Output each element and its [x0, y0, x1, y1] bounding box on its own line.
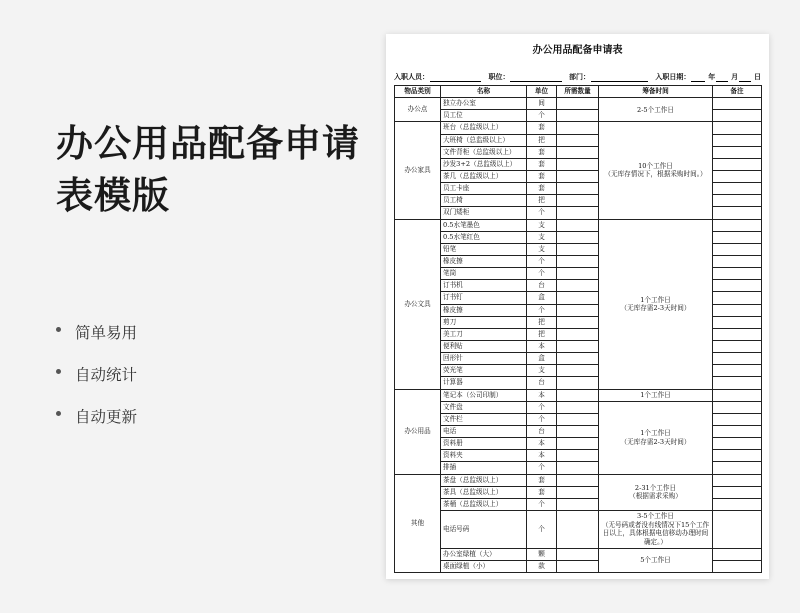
year-label: 年 [708, 73, 716, 81]
unit-cell: 支 [527, 231, 557, 243]
remarks-cell[interactable] [713, 146, 762, 158]
unit-cell: 个 [527, 510, 557, 548]
quantity-cell[interactable] [557, 280, 599, 292]
quantity-cell[interactable] [557, 438, 599, 450]
bullet-icon [56, 369, 61, 374]
year-field [691, 74, 705, 82]
unit-cell: 本 [527, 389, 557, 401]
remarks-cell[interactable] [713, 231, 762, 243]
unit-cell: 个 [527, 498, 557, 510]
quantity-cell[interactable] [557, 316, 599, 328]
quantity-cell[interactable] [557, 268, 599, 280]
item-name-cell: 独立办公室 [441, 98, 527, 110]
quantity-cell[interactable] [557, 158, 599, 170]
unit-cell: 本 [527, 450, 557, 462]
form-info-row [394, 68, 761, 82]
remarks-cell[interactable] [713, 510, 762, 548]
position-field [510, 74, 561, 82]
feature-item: 简单易用 [56, 312, 137, 354]
unit-cell: 款 [527, 561, 557, 573]
prep-time-cell: 3-5个工作日 （无号码或者没有线情况下15个工作日以上，具体根据电信移动办理时间确定。） [599, 510, 713, 548]
remarks-cell[interactable] [713, 304, 762, 316]
table-row [395, 389, 762, 401]
quantity-cell[interactable] [557, 474, 599, 486]
quantity-cell[interactable] [557, 170, 599, 182]
table-row [395, 548, 762, 560]
prep-time-cell: 1个工作日 （无库存需2-3天时间） [599, 401, 713, 474]
remarks-cell[interactable] [713, 219, 762, 231]
header-remarks: 备注 [713, 86, 762, 98]
day-field [739, 74, 751, 82]
unit-cell: 盒 [527, 353, 557, 365]
item-name-cell: 橡皮擦 [441, 304, 527, 316]
unit-cell: 个 [527, 207, 557, 219]
unit-cell: 把 [527, 316, 557, 328]
unit-cell: 支 [527, 365, 557, 377]
table-header-row [395, 86, 762, 98]
date-label: 入职日期： [655, 73, 691, 81]
prep-time-cell: 1个工作日 [599, 389, 713, 401]
unit-cell: 套 [527, 183, 557, 195]
remarks-cell[interactable] [713, 474, 762, 486]
quantity-cell[interactable] [557, 255, 599, 267]
quantity-cell[interactable] [557, 219, 599, 231]
unit-cell: 个 [527, 462, 557, 474]
remarks-cell[interactable] [713, 328, 762, 340]
quantity-cell[interactable] [557, 561, 599, 573]
quantity-cell[interactable] [557, 389, 599, 401]
quantity-cell[interactable] [557, 548, 599, 560]
item-name-cell: 茶几（总监级以上） [441, 170, 527, 182]
remarks-cell[interactable] [713, 280, 762, 292]
header-category: 物品类别 [395, 86, 441, 98]
item-name-cell: 电话号码 [441, 510, 527, 548]
unit-cell: 台 [527, 425, 557, 437]
remarks-cell[interactable] [713, 268, 762, 280]
quantity-cell[interactable] [557, 207, 599, 219]
table-row [395, 401, 762, 413]
feature-item: 自动更新 [56, 396, 137, 438]
remarks-cell[interactable] [713, 365, 762, 377]
unit-cell: 颗 [527, 548, 557, 560]
category-cell: 办公家具 [395, 122, 441, 219]
unit-cell: 套 [527, 474, 557, 486]
item-name-cell: 员工位 [441, 110, 527, 122]
item-name-cell: 笔筒 [441, 268, 527, 280]
bullet-icon [56, 411, 61, 416]
remarks-cell[interactable] [713, 243, 762, 255]
remarks-cell[interactable] [713, 401, 762, 413]
supply-table [394, 85, 762, 573]
remarks-cell[interactable] [713, 98, 762, 110]
table-row [395, 98, 762, 110]
form-preview [386, 34, 769, 579]
unit-cell: 把 [527, 328, 557, 340]
remarks-cell[interactable] [713, 438, 762, 450]
item-name-cell: 双门矮柜 [441, 207, 527, 219]
item-name-cell: 订书钉 [441, 292, 527, 304]
prep-time-cell: 5个工作日 [599, 548, 713, 572]
entrant-field [430, 74, 481, 82]
unit-cell: 把 [527, 195, 557, 207]
day-label: 日 [754, 73, 761, 81]
quantity-cell[interactable] [557, 340, 599, 352]
item-name-cell: 桌面绿植（小） [441, 561, 527, 573]
header-prep-time: 筹备时间 [599, 86, 713, 98]
item-name-cell: 订书机 [441, 280, 527, 292]
item-name-cell: 文件栏 [441, 413, 527, 425]
remarks-cell[interactable] [713, 548, 762, 560]
unit-cell: 台 [527, 280, 557, 292]
item-name-cell: 班台（总监级以上） [441, 122, 527, 134]
category-cell: 办公文具 [395, 219, 441, 389]
item-name-cell: 文件背柜（总监级以上） [441, 146, 527, 158]
feature-list [56, 312, 137, 438]
department-label: 部门： [568, 73, 590, 81]
item-name-cell: 办公室绿植（大） [441, 548, 527, 560]
unit-cell: 个 [527, 255, 557, 267]
remarks-cell[interactable] [713, 486, 762, 498]
header-unit: 单位 [527, 86, 557, 98]
item-name-cell: 笔记本（公司印制） [441, 389, 527, 401]
item-name-cell: 员工卡座 [441, 183, 527, 195]
remarks-cell[interactable] [713, 450, 762, 462]
item-name-cell: 0.5水笔红色 [441, 231, 527, 243]
quantity-cell[interactable] [557, 425, 599, 437]
item-name-cell: 便利贴 [441, 340, 527, 352]
unit-cell: 把 [527, 134, 557, 146]
item-name-cell: 0.5水笔墨色 [441, 219, 527, 231]
quantity-cell[interactable] [557, 462, 599, 474]
table-row [395, 122, 762, 134]
remarks-cell[interactable] [713, 462, 762, 474]
category-cell: 其他 [395, 474, 441, 573]
unit-cell: 个 [527, 110, 557, 122]
month-label: 月 [731, 73, 739, 81]
department-field [591, 74, 648, 82]
item-name-cell: 大班椅（总监级以上） [441, 134, 527, 146]
prep-time-cell: 10个工作日 （无库存情况下，根据采购时间。） [599, 122, 713, 219]
position-label: 职位： [488, 73, 510, 81]
unit-cell: 间 [527, 98, 557, 110]
quantity-cell[interactable] [557, 450, 599, 462]
remarks-cell[interactable] [713, 134, 762, 146]
category-cell: 办公用品 [395, 389, 441, 474]
unit-cell: 个 [527, 401, 557, 413]
unit-cell: 个 [527, 304, 557, 316]
unit-cell: 套 [527, 146, 557, 158]
unit-cell: 套 [527, 122, 557, 134]
quantity-cell[interactable] [557, 328, 599, 340]
quantity-cell[interactable] [557, 146, 599, 158]
remarks-cell[interactable] [713, 158, 762, 170]
quantity-cell[interactable] [557, 231, 599, 243]
promo-title: 办公用品配备申请表模版 [56, 122, 360, 217]
remarks-cell[interactable] [713, 425, 762, 437]
item-name-cell: 茶桶（总监级以上） [441, 498, 527, 510]
item-name-cell: 茶具（总监级以上） [441, 486, 527, 498]
quantity-cell[interactable] [557, 304, 599, 316]
header-quantity: 所需数量 [557, 86, 599, 98]
item-name-cell: 沙发3+2（总监级以上） [441, 158, 527, 170]
quantity-cell[interactable] [557, 377, 599, 389]
item-name-cell: 电话 [441, 425, 527, 437]
unit-cell: 套 [527, 158, 557, 170]
remarks-cell[interactable] [713, 183, 762, 195]
remarks-cell[interactable] [713, 316, 762, 328]
remarks-cell[interactable] [713, 377, 762, 389]
unit-cell: 支 [527, 219, 557, 231]
quantity-cell[interactable] [557, 401, 599, 413]
quantity-cell[interactable] [557, 183, 599, 195]
quantity-cell[interactable] [557, 486, 599, 498]
remarks-cell[interactable] [713, 389, 762, 401]
item-name-cell: 茶盘（总监级以上） [441, 474, 527, 486]
quantity-cell[interactable] [557, 110, 599, 122]
item-name-cell: 文件盘 [441, 401, 527, 413]
entrant-label: 入职人员： [394, 73, 429, 81]
quantity-cell[interactable] [557, 243, 599, 255]
category-cell: 办公点 [395, 98, 441, 122]
item-name-cell: 资料夹 [441, 450, 527, 462]
feature-item: 自动统计 [56, 354, 137, 396]
prep-time-cell: 2-31个工作日 （根据需求采购） [599, 474, 713, 510]
item-name-cell: 排插 [441, 462, 527, 474]
remarks-cell[interactable] [713, 498, 762, 510]
item-name-cell: 铅笔 [441, 243, 527, 255]
quantity-cell[interactable] [557, 122, 599, 134]
unit-cell: 盒 [527, 292, 557, 304]
table-body [395, 98, 762, 573]
unit-cell: 台 [527, 377, 557, 389]
unit-cell: 套 [527, 170, 557, 182]
remarks-cell[interactable] [713, 122, 762, 134]
month-field [716, 74, 728, 82]
remarks-cell[interactable] [713, 353, 762, 365]
quantity-cell[interactable] [557, 413, 599, 425]
table-row [395, 219, 762, 231]
table-row [395, 510, 762, 548]
quantity-cell[interactable] [557, 510, 599, 548]
form-title: 办公用品配备申请表 [532, 45, 623, 56]
item-name-cell: 荧光笔 [441, 365, 527, 377]
quantity-cell[interactable] [557, 353, 599, 365]
unit-cell: 套 [527, 486, 557, 498]
item-name-cell: 美工刀 [441, 328, 527, 340]
remarks-cell[interactable] [713, 195, 762, 207]
item-name-cell: 回形针 [441, 353, 527, 365]
unit-cell: 个 [527, 268, 557, 280]
quantity-cell[interactable] [557, 292, 599, 304]
bullet-icon [56, 327, 61, 332]
remarks-cell[interactable] [713, 561, 762, 573]
quantity-cell[interactable] [557, 98, 599, 110]
header-name: 名称 [441, 86, 527, 98]
quantity-cell[interactable] [557, 498, 599, 510]
item-name-cell: 剪刀 [441, 316, 527, 328]
quantity-cell[interactable] [557, 195, 599, 207]
item-name-cell: 员工椅 [441, 195, 527, 207]
remarks-cell[interactable] [713, 255, 762, 267]
remarks-cell[interactable] [713, 292, 762, 304]
item-name-cell: 计算器 [441, 377, 527, 389]
remarks-cell[interactable] [713, 340, 762, 352]
quantity-cell[interactable] [557, 365, 599, 377]
unit-cell: 本 [527, 340, 557, 352]
quantity-cell[interactable] [557, 134, 599, 146]
unit-cell: 个 [527, 413, 557, 425]
remarks-cell[interactable] [713, 413, 762, 425]
table-row [395, 474, 762, 486]
remarks-cell[interactable] [713, 170, 762, 182]
remarks-cell[interactable] [713, 207, 762, 219]
unit-cell: 本 [527, 438, 557, 450]
item-name-cell: 橡皮擦 [441, 255, 527, 267]
item-name-cell: 资料册 [441, 438, 527, 450]
prep-time-cell: 2-5个工作日 [599, 98, 713, 122]
prep-time-cell: 1个工作日 （无库存需2-3天时间） [599, 219, 713, 389]
remarks-cell[interactable] [713, 110, 762, 122]
unit-cell: 支 [527, 243, 557, 255]
